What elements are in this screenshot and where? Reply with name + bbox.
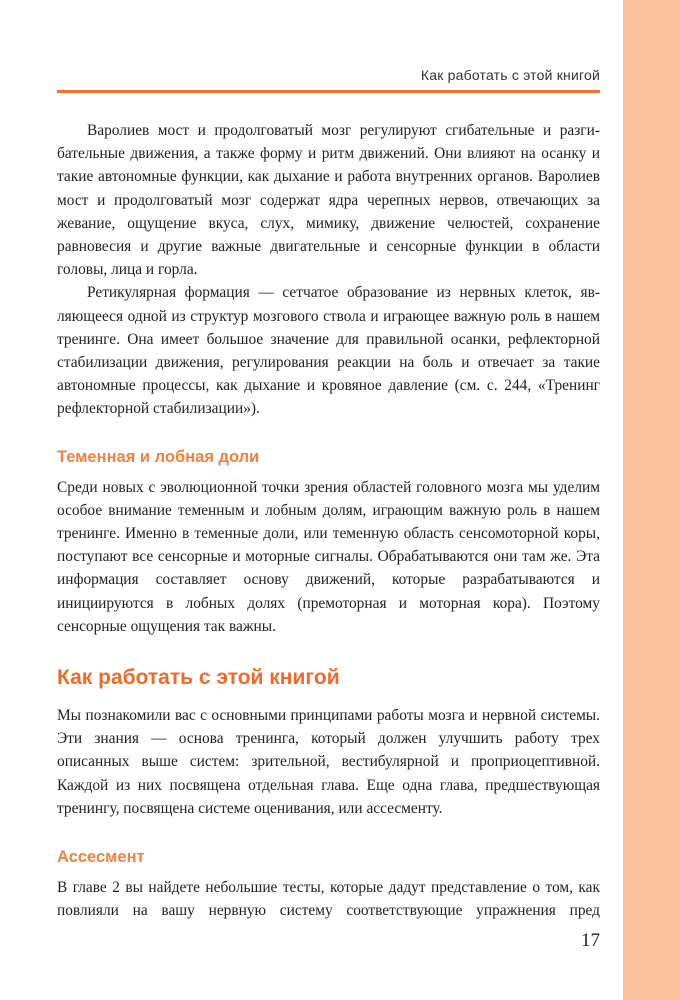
howto-paragraph: Мы познакомили вас с основными принципами работы мозга и нервной системы. Эти знания — основа тренинга, который должен улучшить работу трех описанных выше систем: зрительной, вестибулярной и проприоцептивной. Каждой из них посвящена отдельная глава. Еще одна глава, предшествующая тренингу, посвящена системе оценивания, или ассесменту. — [57, 707, 600, 817]
running-header-title: Как работать с этой книгой — [420, 67, 600, 83]
section-heading-lobes: Теменная и лобная доли — [57, 447, 260, 466]
header-divider — [57, 90, 600, 93]
lobes-paragraph: Среди новых с эволюционной точки зрения областей головного мозга мы уделим особое внимание теменным и лобным долям, играющим важную роль в нашем тренинге. Именно в теменные доли, или теменную область сенсомоторной коры, поступают все сенсорные и моторные сигналы. Обрабатываются они там же. Эта информация составляет основу движений, которые разрабатываются и инициируются в лобных долях (премоторная и моторная кора). Поэтому сенсорные ощущения так важны. — [57, 478, 600, 635]
section-heading-howto: Как работать с этой книгой — [57, 666, 340, 690]
section-heading-assessment: Ассесмент — [57, 848, 145, 867]
assessment-paragraph: В главе 2 вы найдете небольшие тесты, которые дадут представление о том, как повлияли на вашу нервную систему соответствующие упражнения пред — [57, 879, 600, 920]
page-body — [57, 119, 600, 922]
intro-paragraph-1: Варолиев мост и продолговатый мозг регулируют сгибательные и разгибательные движения, а также форму и ритм движений. Они влияют на осанку и такие автономные функции, как дыхание и работа внутренних органов. Варолиев мост и продолговатый мозг содержат ядра черепных нервов, отвечающих за жевание, ощущение вкуса, слух, мимику, движение челюстей, сохранение равновесия и другие важные двигательные и сенсорные функции в области головы, лица и горла. — [57, 122, 600, 279]
intro-paragraph-2: Ретикулярная формация — сетчатое образование из нервных клеток, являющееся одной из структур мозгового ствола и играющее важную роль в нашем тренинге. Она имеет большое значение для правильной осанки, рефлекторной стабилизации движения, регулирования реакции на боль и отвечает за такие автономные процессы, как дыхание и кровяное давление (см. с. 244, «Тренинг рефлекторной стабилизации»). — [57, 284, 600, 418]
side-color-band — [623, 0, 680, 1000]
page-number: 17 — [581, 930, 600, 951]
